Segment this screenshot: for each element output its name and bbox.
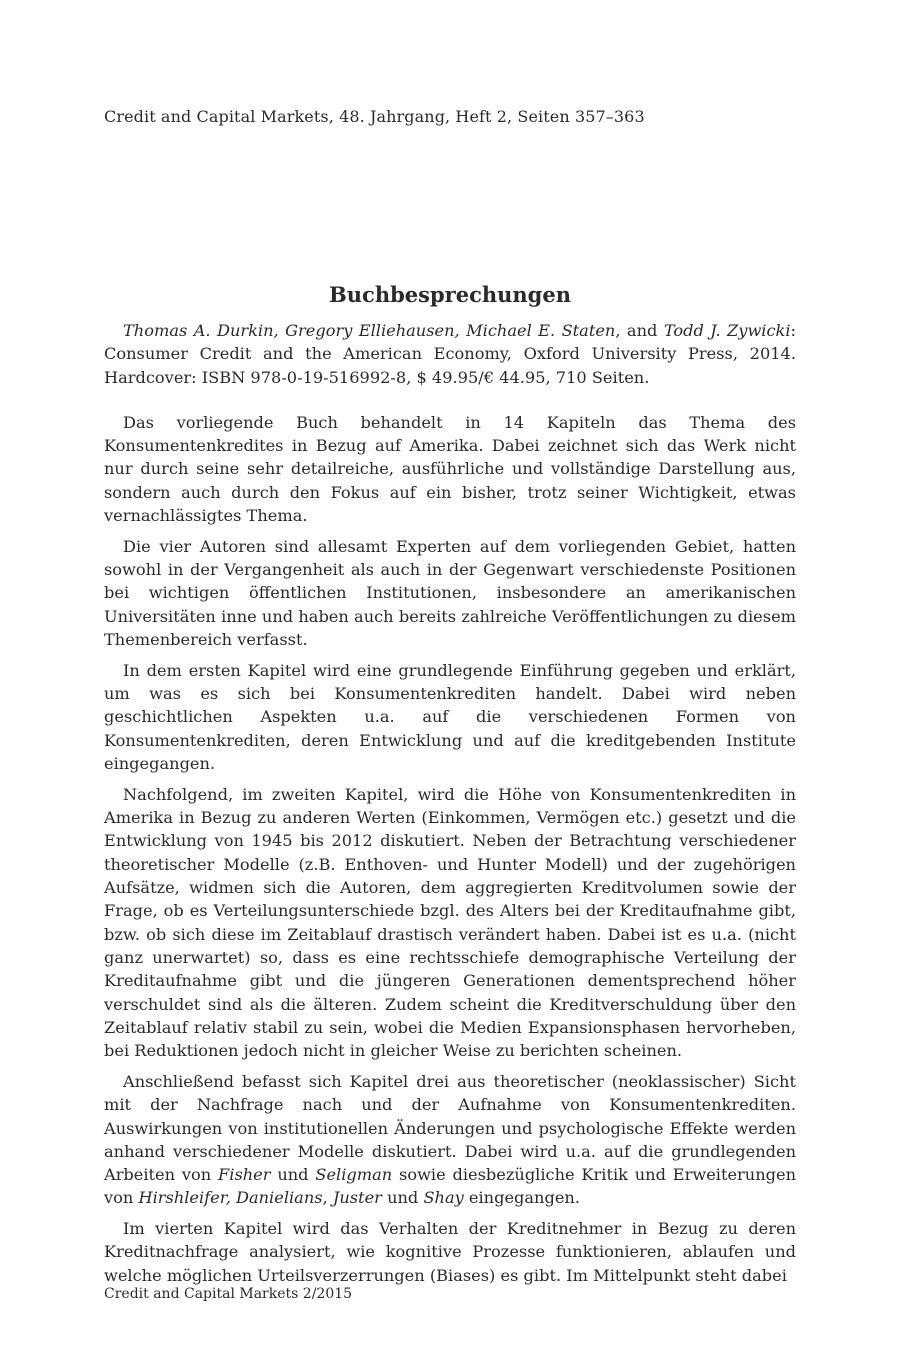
- text-run: und: [277, 1165, 309, 1185]
- body-paragraph: Im vierten Kapitel wird das Verhalten der Kreditnehmer in Bezug zu deren Kreditnachfrage analysiert, wie kognitive Prozesse funktionieren, ablaufen und welche möglichen Urteilsverzerrungen (Biases) es gibt. Im Mittelpunkt steht dabei: [104, 1219, 796, 1285]
- cited-author: Seligman: [315, 1165, 393, 1185]
- citation-details: : Consumer Credit and the American Economy, Oxford University Press, 2014. Hardcover: ISBN 978-0-19-516992-8, $ 49.95/€ 44.95, 710 Seiten.: [104, 321, 796, 387]
- running-head: Credit and Capital Markets, 48. Jahrgang, Heft 2, Seiten 357–363: [104, 107, 645, 126]
- author-name: Todd J. Zywicki: [663, 321, 791, 340]
- text-run: sowie diesbezügliche Kritik und Erweiterungen von: [104, 1165, 796, 1208]
- cited-author: Fisher: [218, 1165, 271, 1185]
- body-paragraph: In dem ersten Kapitel wird eine grundlegende Einführung gegeben und erklärt, um was es sich bei Konsumentenkrediten handelt. Dabei wird neben geschichtlichen Aspekten u.a. auf die verschiedenen Formen von Konsumentenkrediten, deren Entwicklung und auf die kreditgebenden Institute eingegangen.: [104, 660, 796, 774]
- author-name: Michael E. Staten,: [466, 321, 621, 340]
- article-body: [104, 319, 796, 1287]
- text-run: eingegangen.: [468, 1188, 580, 1208]
- book-citation: [104, 319, 796, 389]
- section-title: Buchbesprechungen: [329, 282, 571, 308]
- body-paragraph: Nachfolgend, im zweiten Kapitel, wird die Höhe von Konsumentenkrediten in Amerika in Bezug zu anderen Werten (Einkommen, Vermögen etc.) gesetzt und die Entwicklung von 1945 bis 2012 diskutiert. Neben der Betrachtung verschiedener theoretischer Modelle (z.B. Enthoven- und Hunter Modell) und der zugehörigen Aufsätze, widmen sich die Autoren, dem aggregierten Kreditvolumen sowie der Frage, ob es Verteilungsunterschiede bzgl. des Alters bei der Kreditaufnahme gibt, bzw. ob sich diese im Zeitablauf drastisch verändert haben. Dabei ist es u.a. (nicht ganz unerwartet) so, dass es eine rechtsschiefe demographische Verteilung der Kreditaufnahme gibt und die jüngeren Generationen dementsprechend höher verschuldet sind als die älteren. Zudem scheint die Kreditverschuldung über den Zeitablauf relativ stabil zu sein, wobei die Medien Expansionsphasen hervorheben, bei Reduktionen jedoch nicht in gleicher Weise zu berichten scheinen.: [104, 784, 796, 1061]
- author-name: Gregory Elliehausen,: [285, 321, 460, 340]
- body-paragraph: Die vier Autoren sind allesamt Experten auf dem vorliegenden Gebiet, hatten sowohl in der Vergangenheit als auch in der Gegenwart verschiedenste Positionen bei wichtigen öffentlichen Institutionen, insbesondere an amerikanischen Universitäten inne und haben auch bereits zahlreiche Veröffentlichungen zu diesem Themenbereich verfasst.: [104, 536, 796, 650]
- cited-author: Juster: [332, 1188, 382, 1208]
- cited-author: Hirshleifer, Danielians: [138, 1188, 323, 1208]
- text-run: Anschließend befasst sich Kapitel drei aus theoretischer (neoklassischer) Sicht mit der Nachfrage nach und der Aufnahme von Konsumentenkrediten. Auswirkungen von institutionellen Änderungen und psychologische Effekte werden anhand verschiedener Modelle diskutiert. Dabei wird u.a. auf die grundlegenden Arbeiten von: [104, 1071, 796, 1185]
- author-name: Thomas A. Durkin,: [123, 321, 279, 340]
- page-footer: Credit and Capital Markets 2/2015: [104, 1286, 353, 1302]
- conjunction: and: [626, 321, 658, 340]
- cited-author: Shay: [423, 1188, 464, 1208]
- body-paragraph: Das vorliegende Buch behandelt in 14 Kapiteln das Thema des Konsumentenkredites in Bezug auf Amerika. Dabei zeichnet sich das Werk nicht nur durch seine sehr detailreiche, ausführliche und vollständige Darstellung aus, sondern auch durch den Fokus auf ein bisher, trotz seiner Wichtigkeit, etwas vernachlässigtes Thema.: [104, 412, 796, 526]
- text-run: ,: [322, 1188, 328, 1208]
- text-run: und: [387, 1188, 419, 1208]
- body-paragraph: [104, 1070, 796, 1210]
